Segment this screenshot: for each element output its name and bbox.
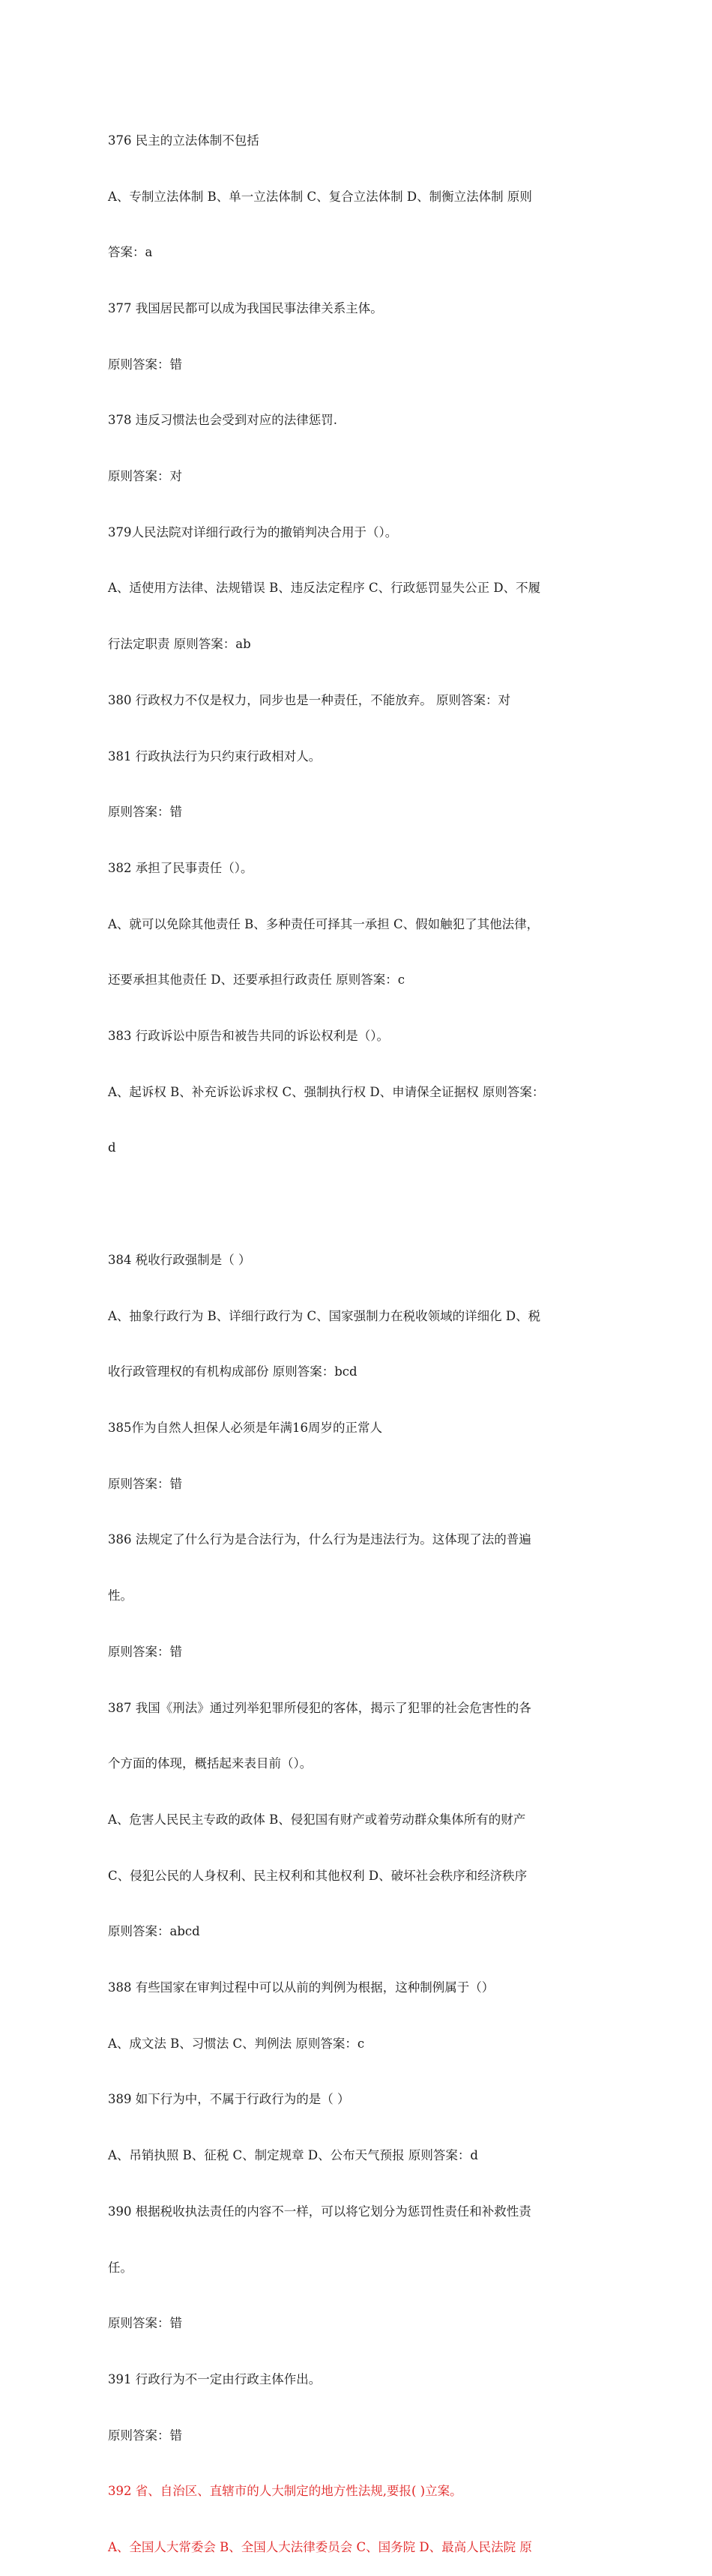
- q384-answer: 收行政管理权的有机构成部份 原则答案：bcd: [108, 1364, 357, 1379]
- q376-question: 376 民主的立法体制不包括: [108, 133, 259, 148]
- q386-answer: 原则答案：错: [108, 1644, 182, 1659]
- q382-question: 382 承担了民事责任（）。: [108, 860, 253, 875]
- q380-question-answer: 380 行政权力不仅是权力，同步也是一种责任，不能放弃。 原则答案：对: [108, 692, 510, 707]
- q376-answer: 答案：a: [108, 245, 153, 260]
- q387-answer: 原则答案：abcd: [108, 1924, 200, 1939]
- q387-options-cont: C、侵犯公民的人身权利、民主权利和其他权利 D、破坏社会秩序和经济秩序: [108, 1868, 528, 1883]
- q381-question: 381 行政执法行为只约束行政相对人。: [108, 749, 322, 764]
- q385-question: 385作为自然人担保人必须是年满16周岁的正常人: [108, 1420, 382, 1435]
- q386-question-cont: 性。: [108, 1588, 133, 1603]
- q390-question-cont: 任。: [108, 2260, 133, 2275]
- q391-answer: 原则答案：错: [108, 2428, 182, 2443]
- q389-question: 389 如下行为中，不属于行政行为的是（ ）: [108, 2092, 350, 2107]
- q378-answer: 原则答案：对: [108, 469, 182, 484]
- q381-answer: 原则答案：错: [108, 805, 182, 820]
- q376-options: A、专制立法体制 B、单一立法体制 C、复合立法体制 D、制衡立法体制 原则: [108, 189, 532, 204]
- document-body: [108, 94, 609, 2576]
- q388-question: 388 有些国家在审判过程中可以从前的判例为根据，这种制例属于（）: [108, 1980, 495, 1995]
- q383-options: A、起诉权 B、补充诉讼诉求权 C、强制执行权 D、申请保全证据权 原则答案：: [108, 1084, 545, 1099]
- q391-question: 391 行政行为不一定由行政主体作出。: [108, 2371, 322, 2386]
- q388-options-answer: A、成文法 B、习惯法 C、判例法 原则答案：c: [108, 2036, 365, 2051]
- q382-options: A、就可以免除其他责任 B、多种责任可择其一承担 C、假如触犯了其他法律，: [108, 916, 540, 931]
- q390-question: 390 根据税收执法责任的内容不一样，可以将它划分为惩罚性责任和补救性责: [108, 2204, 531, 2219]
- q387-question: 387 我国《刑法》通过列举犯罪所侵犯的客体，揭示了犯罪的社会危害性的各: [108, 1700, 531, 1715]
- q383-question: 383 行政诉讼中原告和被告共同的诉讼权利是（）。: [108, 1029, 389, 1044]
- q386-question: 386 法规定了什么行为是合法行为，什么行为是违法行为。这体现了法的普遍: [108, 1532, 531, 1547]
- q387-options: A、危害人民民主专政的政体 B、侵犯国有财产或着劳动群众集体所有的财产: [108, 1812, 526, 1827]
- q379-answer: 行法定职责 原则答案：ab: [108, 637, 251, 652]
- q379-question: 379人民法院对详细行政行为的撤销判决合用于（）。: [108, 524, 398, 539]
- q377-question: 377 我国居民都可以成为我国民事法律关系主体。: [108, 300, 383, 315]
- q389-options-answer: A、吊销执照 B、征税 C、制定规章 D、公布天气预报 原则答案：d: [108, 2148, 478, 2163]
- q387-question-cont: 个方面的体现，概括起来表目前（）。: [108, 1756, 313, 1771]
- blank-line: [108, 1195, 609, 1214]
- q377-answer: 原则答案：错: [108, 357, 182, 372]
- q384-question: 384 税收行政强制是（ ）: [108, 1252, 251, 1267]
- q379-options: A、适使用方法律、法规错误 B、违反法定程序 C、行政惩罚显失公正 D、不履: [108, 581, 541, 596]
- q392-question: 392 省、自治区、直辖市的人大制定的地方性法规,要报( )立案。: [108, 2484, 462, 2499]
- q378-question: 378 违反习惯法也会受到对应的法律惩罚.: [108, 413, 337, 428]
- q385-answer: 原则答案：错: [108, 1476, 182, 1491]
- q384-options: A、抽象行政行为 B、详细行政行为 C、国家强制力在税收领域的详细化 D、税: [108, 1308, 541, 1323]
- q383-answer: d: [108, 1140, 116, 1155]
- q382-answer: 还要承担其他责任 D、还要承担行政责任 原则答案：c: [108, 973, 405, 988]
- q392-options: A、全国人大常委会 B、全国人大法律委员会 C、国务院 D、最高人民法院 原: [108, 2540, 532, 2555]
- q390-answer: 原则答案：错: [108, 2316, 182, 2331]
